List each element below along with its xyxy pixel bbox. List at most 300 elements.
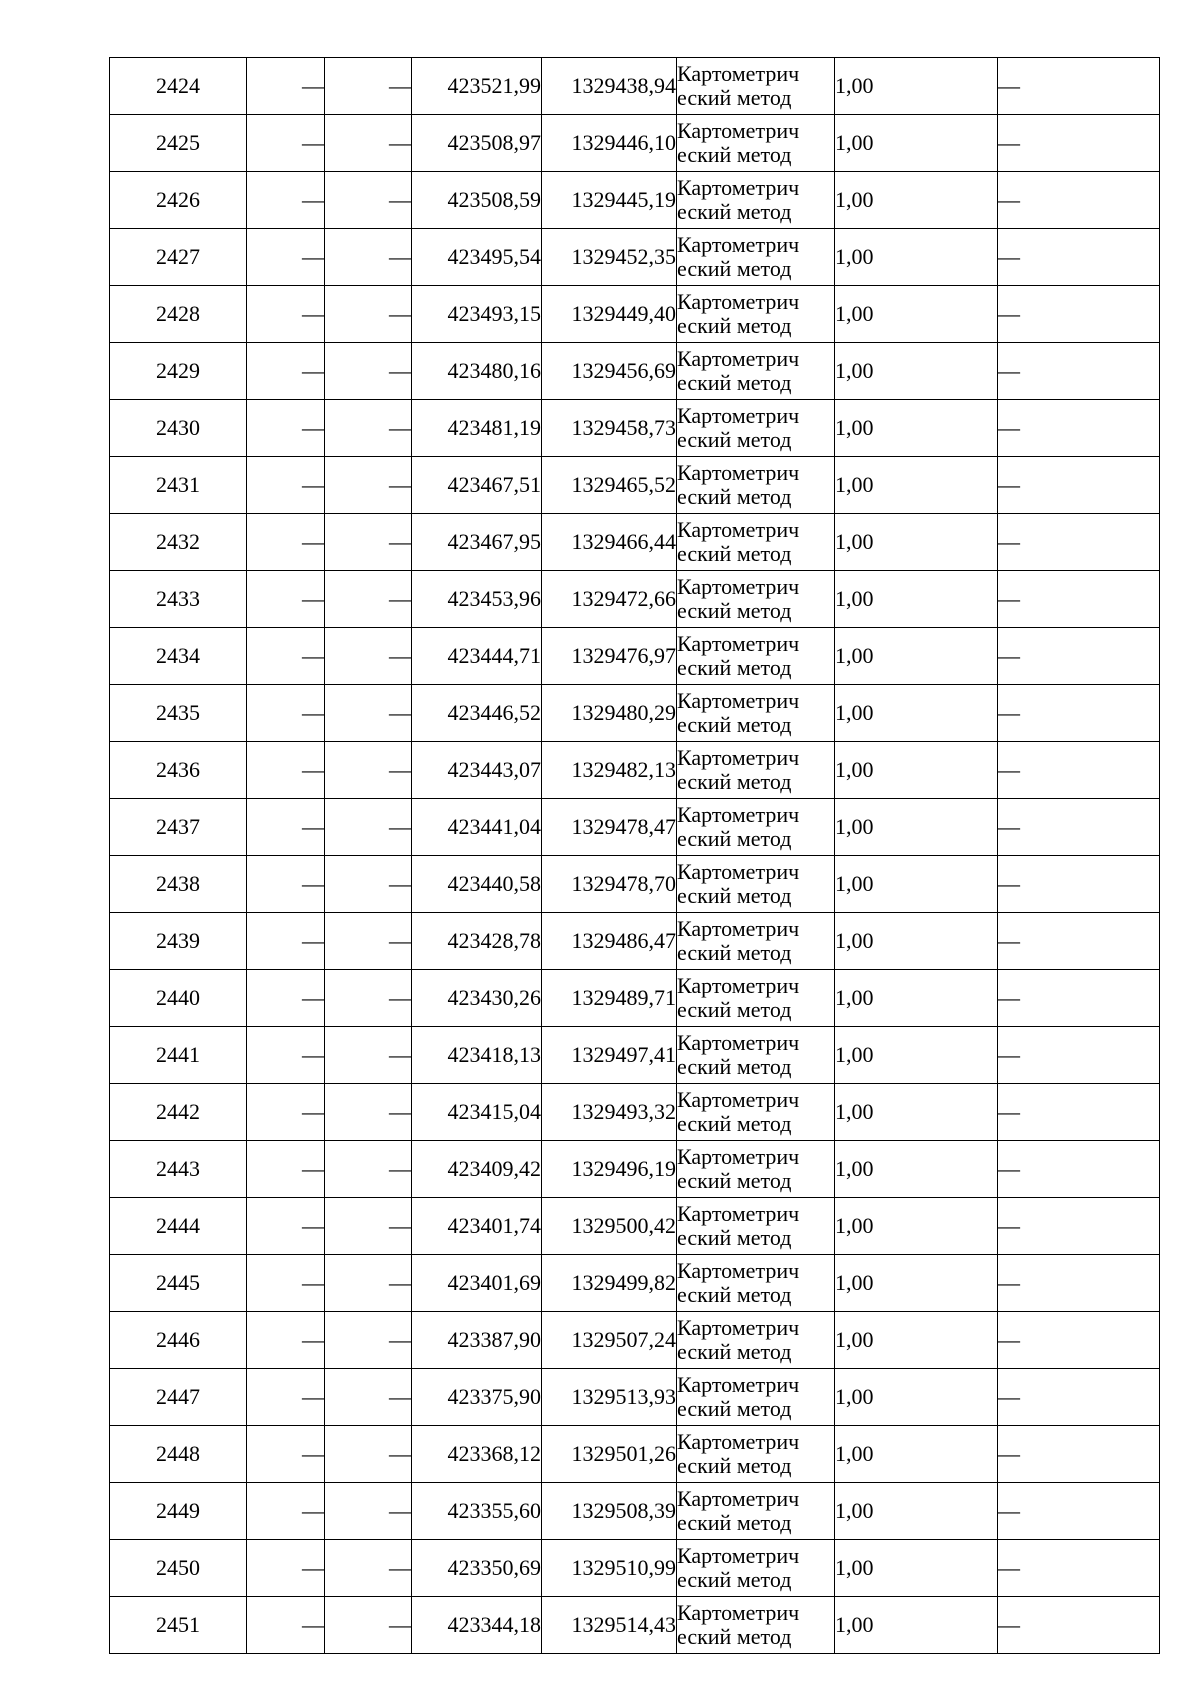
- method-line-2: еский метод: [677, 427, 792, 452]
- accuracy-cell: 1,00: [835, 571, 998, 628]
- method-cell: [677, 628, 835, 685]
- method-line-1: Картометрич: [677, 859, 800, 884]
- empty-y-old-cell: —: [325, 115, 412, 172]
- empty-y-old-cell: —: [325, 1027, 412, 1084]
- y-coordinate-cell: 1329452,35: [542, 229, 677, 286]
- empty-x-old-cell: —: [247, 1312, 325, 1369]
- y-coordinate-cell: 1329472,66: [542, 571, 677, 628]
- y-coordinate-cell: 1329446,10: [542, 115, 677, 172]
- empty-x-old-cell: —: [247, 229, 325, 286]
- description-cell: —: [998, 172, 1160, 229]
- description-cell: —: [998, 229, 1160, 286]
- empty-y-old-cell: —: [325, 172, 412, 229]
- method-line-2: еский метод: [677, 1453, 792, 1478]
- method-line-1: Картометрич: [677, 289, 800, 314]
- accuracy-cell: 1,00: [835, 229, 998, 286]
- table-row: [110, 1255, 1160, 1312]
- empty-y-old-cell: —: [325, 913, 412, 970]
- accuracy-cell: 1,00: [835, 115, 998, 172]
- empty-x-old-cell: —: [247, 1597, 325, 1654]
- point-number-cell: 2449: [110, 1483, 247, 1540]
- y-coordinate-cell: 1329493,32: [542, 1084, 677, 1141]
- point-number-cell: 2448: [110, 1426, 247, 1483]
- empty-x-old-cell: —: [247, 343, 325, 400]
- method-cell: [677, 343, 835, 400]
- empty-x-old-cell: —: [247, 685, 325, 742]
- empty-x-old-cell: —: [247, 286, 325, 343]
- y-coordinate-cell: 1329497,41: [542, 1027, 677, 1084]
- method-line-1: Картометрич: [677, 61, 800, 86]
- x-coordinate-cell: 423350,69: [412, 1540, 542, 1597]
- x-coordinate-cell: 423355,60: [412, 1483, 542, 1540]
- table-row: [110, 115, 1160, 172]
- x-coordinate-cell: 423387,90: [412, 1312, 542, 1369]
- method-line-2: еский метод: [677, 1054, 792, 1079]
- method-line-1: Картометрич: [677, 1486, 800, 1511]
- description-cell: —: [998, 856, 1160, 913]
- method-line-1: Картометрич: [677, 1429, 800, 1454]
- description-cell: —: [998, 1198, 1160, 1255]
- y-coordinate-cell: 1329478,47: [542, 799, 677, 856]
- empty-y-old-cell: —: [325, 742, 412, 799]
- y-coordinate-cell: 1329480,29: [542, 685, 677, 742]
- description-cell: —: [998, 457, 1160, 514]
- x-coordinate-cell: 423440,58: [412, 856, 542, 913]
- empty-x-old-cell: —: [247, 172, 325, 229]
- method-line-2: еский метод: [677, 199, 792, 224]
- accuracy-cell: 1,00: [835, 58, 998, 115]
- method-cell: [677, 58, 835, 115]
- accuracy-cell: 1,00: [835, 1255, 998, 1312]
- x-coordinate-cell: 423441,04: [412, 799, 542, 856]
- method-cell: [677, 457, 835, 514]
- y-coordinate-cell: 1329489,71: [542, 970, 677, 1027]
- x-coordinate-cell: 423495,54: [412, 229, 542, 286]
- description-cell: —: [998, 1483, 1160, 1540]
- empty-y-old-cell: —: [325, 1141, 412, 1198]
- table-row: [110, 571, 1160, 628]
- description-cell: —: [998, 400, 1160, 457]
- empty-x-old-cell: —: [247, 799, 325, 856]
- method-line-2: еский метод: [677, 1111, 792, 1136]
- point-number-cell: 2451: [110, 1597, 247, 1654]
- method-cell: [677, 514, 835, 571]
- description-cell: —: [998, 1027, 1160, 1084]
- point-number-cell: 2433: [110, 571, 247, 628]
- x-coordinate-cell: 423344,18: [412, 1597, 542, 1654]
- x-coordinate-cell: 423443,07: [412, 742, 542, 799]
- point-number-cell: 2443: [110, 1141, 247, 1198]
- point-number-cell: 2435: [110, 685, 247, 742]
- empty-x-old-cell: —: [247, 457, 325, 514]
- method-line-2: еский метод: [677, 370, 792, 395]
- description-cell: —: [998, 1255, 1160, 1312]
- empty-y-old-cell: —: [325, 457, 412, 514]
- empty-x-old-cell: —: [247, 742, 325, 799]
- y-coordinate-cell: 1329445,19: [542, 172, 677, 229]
- y-coordinate-cell: 1329507,24: [542, 1312, 677, 1369]
- empty-y-old-cell: —: [325, 856, 412, 913]
- empty-y-old-cell: —: [325, 1426, 412, 1483]
- accuracy-cell: 1,00: [835, 970, 998, 1027]
- empty-x-old-cell: —: [247, 1141, 325, 1198]
- empty-x-old-cell: —: [247, 1198, 325, 1255]
- method-line-2: еский метод: [677, 1567, 792, 1592]
- y-coordinate-cell: 1329508,39: [542, 1483, 677, 1540]
- x-coordinate-cell: 423480,16: [412, 343, 542, 400]
- method-line-2: еский метод: [677, 85, 792, 110]
- empty-y-old-cell: —: [325, 1084, 412, 1141]
- empty-y-old-cell: —: [325, 685, 412, 742]
- empty-y-old-cell: —: [325, 1540, 412, 1597]
- method-cell: [677, 1141, 835, 1198]
- method-line-2: еский метод: [677, 655, 792, 680]
- method-line-1: Картометрич: [677, 973, 800, 998]
- x-coordinate-cell: 423415,04: [412, 1084, 542, 1141]
- description-cell: —: [998, 343, 1160, 400]
- description-cell: —: [998, 115, 1160, 172]
- method-cell: [677, 1540, 835, 1597]
- point-number-cell: 2430: [110, 400, 247, 457]
- point-number-cell: 2428: [110, 286, 247, 343]
- method-cell: [677, 799, 835, 856]
- table-row: [110, 286, 1160, 343]
- point-number-cell: 2444: [110, 1198, 247, 1255]
- point-number-cell: 2440: [110, 970, 247, 1027]
- point-number-cell: 2447: [110, 1369, 247, 1426]
- x-coordinate-cell: 423508,59: [412, 172, 542, 229]
- method-line-1: Картометрич: [677, 1372, 800, 1397]
- empty-x-old-cell: —: [247, 628, 325, 685]
- table-row: [110, 1312, 1160, 1369]
- method-line-1: Картометрич: [677, 745, 800, 770]
- x-coordinate-cell: 423453,96: [412, 571, 542, 628]
- description-cell: —: [998, 685, 1160, 742]
- y-coordinate-cell: 1329438,94: [542, 58, 677, 115]
- empty-x-old-cell: —: [247, 514, 325, 571]
- method-line-1: Картометрич: [677, 403, 800, 428]
- description-cell: —: [998, 1312, 1160, 1369]
- empty-x-old-cell: —: [247, 970, 325, 1027]
- method-line-1: Картометрич: [677, 346, 800, 371]
- point-number-cell: 2445: [110, 1255, 247, 1312]
- empty-y-old-cell: —: [325, 970, 412, 1027]
- empty-x-old-cell: —: [247, 1255, 325, 1312]
- method-cell: [677, 1369, 835, 1426]
- point-number-cell: 2425: [110, 115, 247, 172]
- accuracy-cell: 1,00: [835, 1597, 998, 1654]
- table-row: [110, 1027, 1160, 1084]
- point-number-cell: 2439: [110, 913, 247, 970]
- empty-y-old-cell: —: [325, 628, 412, 685]
- description-cell: —: [998, 799, 1160, 856]
- point-number-cell: 2442: [110, 1084, 247, 1141]
- point-number-cell: 2437: [110, 799, 247, 856]
- method-cell: [677, 685, 835, 742]
- method-line-1: Картометрич: [677, 1258, 800, 1283]
- empty-x-old-cell: —: [247, 1084, 325, 1141]
- method-line-1: Картометрич: [677, 1201, 800, 1226]
- empty-x-old-cell: —: [247, 400, 325, 457]
- y-coordinate-cell: 1329449,40: [542, 286, 677, 343]
- x-coordinate-cell: 423401,74: [412, 1198, 542, 1255]
- method-line-1: Картометрич: [677, 1600, 800, 1625]
- method-line-1: Картометрич: [677, 1144, 800, 1169]
- method-line-2: еский метод: [677, 598, 792, 623]
- point-number-cell: 2424: [110, 58, 247, 115]
- x-coordinate-cell: 423481,19: [412, 400, 542, 457]
- description-cell: —: [998, 286, 1160, 343]
- point-number-cell: 2427: [110, 229, 247, 286]
- empty-y-old-cell: —: [325, 286, 412, 343]
- empty-y-old-cell: —: [325, 343, 412, 400]
- empty-x-old-cell: —: [247, 1369, 325, 1426]
- table-row: [110, 1540, 1160, 1597]
- point-number-cell: 2426: [110, 172, 247, 229]
- accuracy-cell: 1,00: [835, 1540, 998, 1597]
- method-line-1: Картометрич: [677, 460, 800, 485]
- y-coordinate-cell: 1329478,70: [542, 856, 677, 913]
- accuracy-cell: 1,00: [835, 1312, 998, 1369]
- y-coordinate-cell: 1329496,19: [542, 1141, 677, 1198]
- method-line-2: еский метод: [677, 769, 792, 794]
- point-number-cell: 2450: [110, 1540, 247, 1597]
- x-coordinate-cell: 423418,13: [412, 1027, 542, 1084]
- table-row: [110, 457, 1160, 514]
- y-coordinate-cell: 1329501,26: [542, 1426, 677, 1483]
- y-coordinate-cell: 1329499,82: [542, 1255, 677, 1312]
- description-cell: —: [998, 913, 1160, 970]
- x-coordinate-cell: 423446,52: [412, 685, 542, 742]
- method-cell: [677, 913, 835, 970]
- description-cell: —: [998, 742, 1160, 799]
- empty-y-old-cell: —: [325, 571, 412, 628]
- y-coordinate-cell: 1329476,97: [542, 628, 677, 685]
- y-coordinate-cell: 1329510,99: [542, 1540, 677, 1597]
- accuracy-cell: 1,00: [835, 172, 998, 229]
- method-line-2: еский метод: [677, 1168, 792, 1193]
- method-cell: [677, 742, 835, 799]
- point-number-cell: 2441: [110, 1027, 247, 1084]
- method-cell: [677, 856, 835, 913]
- table-row: [110, 1483, 1160, 1540]
- x-coordinate-cell: 423430,26: [412, 970, 542, 1027]
- method-line-1: Картометрич: [677, 631, 800, 656]
- y-coordinate-cell: 1329466,44: [542, 514, 677, 571]
- y-coordinate-cell: 1329482,13: [542, 742, 677, 799]
- empty-x-old-cell: —: [247, 1483, 325, 1540]
- table-row: [110, 1084, 1160, 1141]
- point-number-cell: 2438: [110, 856, 247, 913]
- method-line-1: Картометрич: [677, 232, 800, 257]
- method-cell: [677, 229, 835, 286]
- empty-x-old-cell: —: [247, 913, 325, 970]
- x-coordinate-cell: 423428,78: [412, 913, 542, 970]
- empty-y-old-cell: —: [325, 1312, 412, 1369]
- description-cell: —: [998, 628, 1160, 685]
- point-number-cell: 2434: [110, 628, 247, 685]
- method-line-1: Картометрич: [677, 1543, 800, 1568]
- accuracy-cell: 1,00: [835, 742, 998, 799]
- accuracy-cell: 1,00: [835, 1084, 998, 1141]
- accuracy-cell: 1,00: [835, 913, 998, 970]
- empty-x-old-cell: —: [247, 856, 325, 913]
- x-coordinate-cell: 423368,12: [412, 1426, 542, 1483]
- description-cell: —: [998, 1369, 1160, 1426]
- method-line-1: Картометрич: [677, 1030, 800, 1055]
- x-coordinate-cell: 423467,95: [412, 514, 542, 571]
- x-coordinate-cell: 423409,42: [412, 1141, 542, 1198]
- empty-x-old-cell: —: [247, 58, 325, 115]
- method-line-2: еский метод: [677, 826, 792, 851]
- method-line-2: еский метод: [677, 256, 792, 281]
- table-row: [110, 172, 1160, 229]
- method-cell: [677, 1312, 835, 1369]
- empty-y-old-cell: —: [325, 58, 412, 115]
- method-line-2: еский метод: [677, 997, 792, 1022]
- method-line-2: еский метод: [677, 1510, 792, 1535]
- method-cell: [677, 970, 835, 1027]
- description-cell: —: [998, 1540, 1160, 1597]
- method-line-2: еский метод: [677, 1225, 792, 1250]
- accuracy-cell: 1,00: [835, 457, 998, 514]
- accuracy-cell: 1,00: [835, 1141, 998, 1198]
- method-line-2: еский метод: [677, 940, 792, 965]
- empty-y-old-cell: —: [325, 1597, 412, 1654]
- table-row: [110, 1198, 1160, 1255]
- method-line-1: Картометрич: [677, 802, 800, 827]
- x-coordinate-cell: 423508,97: [412, 115, 542, 172]
- empty-y-old-cell: —: [325, 400, 412, 457]
- empty-y-old-cell: —: [325, 229, 412, 286]
- x-coordinate-cell: 423467,51: [412, 457, 542, 514]
- empty-y-old-cell: —: [325, 799, 412, 856]
- point-number-cell: 2446: [110, 1312, 247, 1369]
- method-cell: [677, 1084, 835, 1141]
- accuracy-cell: 1,00: [835, 1198, 998, 1255]
- method-cell: [677, 1198, 835, 1255]
- description-cell: —: [998, 1141, 1160, 1198]
- method-line-2: еский метод: [677, 484, 792, 509]
- method-cell: [677, 172, 835, 229]
- method-line-2: еский метод: [677, 1282, 792, 1307]
- accuracy-cell: 1,00: [835, 1426, 998, 1483]
- table-row: [110, 913, 1160, 970]
- method-cell: [677, 286, 835, 343]
- description-cell: —: [998, 970, 1160, 1027]
- method-cell: [677, 571, 835, 628]
- method-line-1: Картометрич: [677, 1087, 800, 1112]
- table-row: [110, 799, 1160, 856]
- empty-y-old-cell: —: [325, 1369, 412, 1426]
- method-cell: [677, 115, 835, 172]
- accuracy-cell: 1,00: [835, 1369, 998, 1426]
- accuracy-cell: 1,00: [835, 514, 998, 571]
- x-coordinate-cell: 423493,15: [412, 286, 542, 343]
- method-line-2: еский метод: [677, 1339, 792, 1364]
- empty-x-old-cell: —: [247, 115, 325, 172]
- table-row: [110, 856, 1160, 913]
- method-cell: [677, 400, 835, 457]
- table-row: [110, 514, 1160, 571]
- y-coordinate-cell: 1329500,42: [542, 1198, 677, 1255]
- method-line-1: Картометрич: [677, 118, 800, 143]
- y-coordinate-cell: 1329513,93: [542, 1369, 677, 1426]
- x-coordinate-cell: 423444,71: [412, 628, 542, 685]
- table-row: [110, 1426, 1160, 1483]
- accuracy-cell: 1,00: [835, 286, 998, 343]
- empty-x-old-cell: —: [247, 1027, 325, 1084]
- description-cell: —: [998, 58, 1160, 115]
- method-cell: [677, 1255, 835, 1312]
- point-number-cell: 2429: [110, 343, 247, 400]
- point-number-cell: 2431: [110, 457, 247, 514]
- method-cell: [677, 1426, 835, 1483]
- y-coordinate-cell: 1329486,47: [542, 913, 677, 970]
- x-coordinate-cell: 423401,69: [412, 1255, 542, 1312]
- empty-x-old-cell: —: [247, 1426, 325, 1483]
- method-line-2: еский метод: [677, 1396, 792, 1421]
- accuracy-cell: 1,00: [835, 685, 998, 742]
- table-row: [110, 970, 1160, 1027]
- method-line-2: еский метод: [677, 541, 792, 566]
- accuracy-cell: 1,00: [835, 799, 998, 856]
- table-row: [110, 400, 1160, 457]
- empty-x-old-cell: —: [247, 571, 325, 628]
- method-line-1: Картометрич: [677, 574, 800, 599]
- accuracy-cell: 1,00: [835, 628, 998, 685]
- point-number-cell: 2436: [110, 742, 247, 799]
- method-line-1: Картометрич: [677, 517, 800, 542]
- coordinates-table: [109, 57, 1160, 1654]
- accuracy-cell: 1,00: [835, 1483, 998, 1540]
- table-row: [110, 229, 1160, 286]
- table-row: [110, 742, 1160, 799]
- y-coordinate-cell: 1329458,73: [542, 400, 677, 457]
- accuracy-cell: 1,00: [835, 856, 998, 913]
- method-cell: [677, 1027, 835, 1084]
- method-line-1: Картометрич: [677, 688, 800, 713]
- method-line-2: еский метод: [677, 883, 792, 908]
- method-line-2: еский метод: [677, 712, 792, 737]
- accuracy-cell: 1,00: [835, 1027, 998, 1084]
- description-cell: —: [998, 1084, 1160, 1141]
- y-coordinate-cell: 1329465,52: [542, 457, 677, 514]
- y-coordinate-cell: 1329514,43: [542, 1597, 677, 1654]
- method-line-2: еский метод: [677, 313, 792, 338]
- method-line-2: еский метод: [677, 142, 792, 167]
- method-line-1: Картометрич: [677, 175, 800, 200]
- method-line-1: Картометрич: [677, 1315, 800, 1340]
- accuracy-cell: 1,00: [835, 400, 998, 457]
- table-row: [110, 1369, 1160, 1426]
- table-row: [110, 1597, 1160, 1654]
- x-coordinate-cell: 423521,99: [412, 58, 542, 115]
- table-row: [110, 1141, 1160, 1198]
- empty-x-old-cell: —: [247, 1540, 325, 1597]
- table-row: [110, 628, 1160, 685]
- point-number-cell: 2432: [110, 514, 247, 571]
- y-coordinate-cell: 1329456,69: [542, 343, 677, 400]
- empty-y-old-cell: —: [325, 1483, 412, 1540]
- description-cell: —: [998, 1597, 1160, 1654]
- description-cell: —: [998, 514, 1160, 571]
- table-row: [110, 58, 1160, 115]
- accuracy-cell: 1,00: [835, 343, 998, 400]
- table-row: [110, 685, 1160, 742]
- description-cell: —: [998, 1426, 1160, 1483]
- description-cell: —: [998, 571, 1160, 628]
